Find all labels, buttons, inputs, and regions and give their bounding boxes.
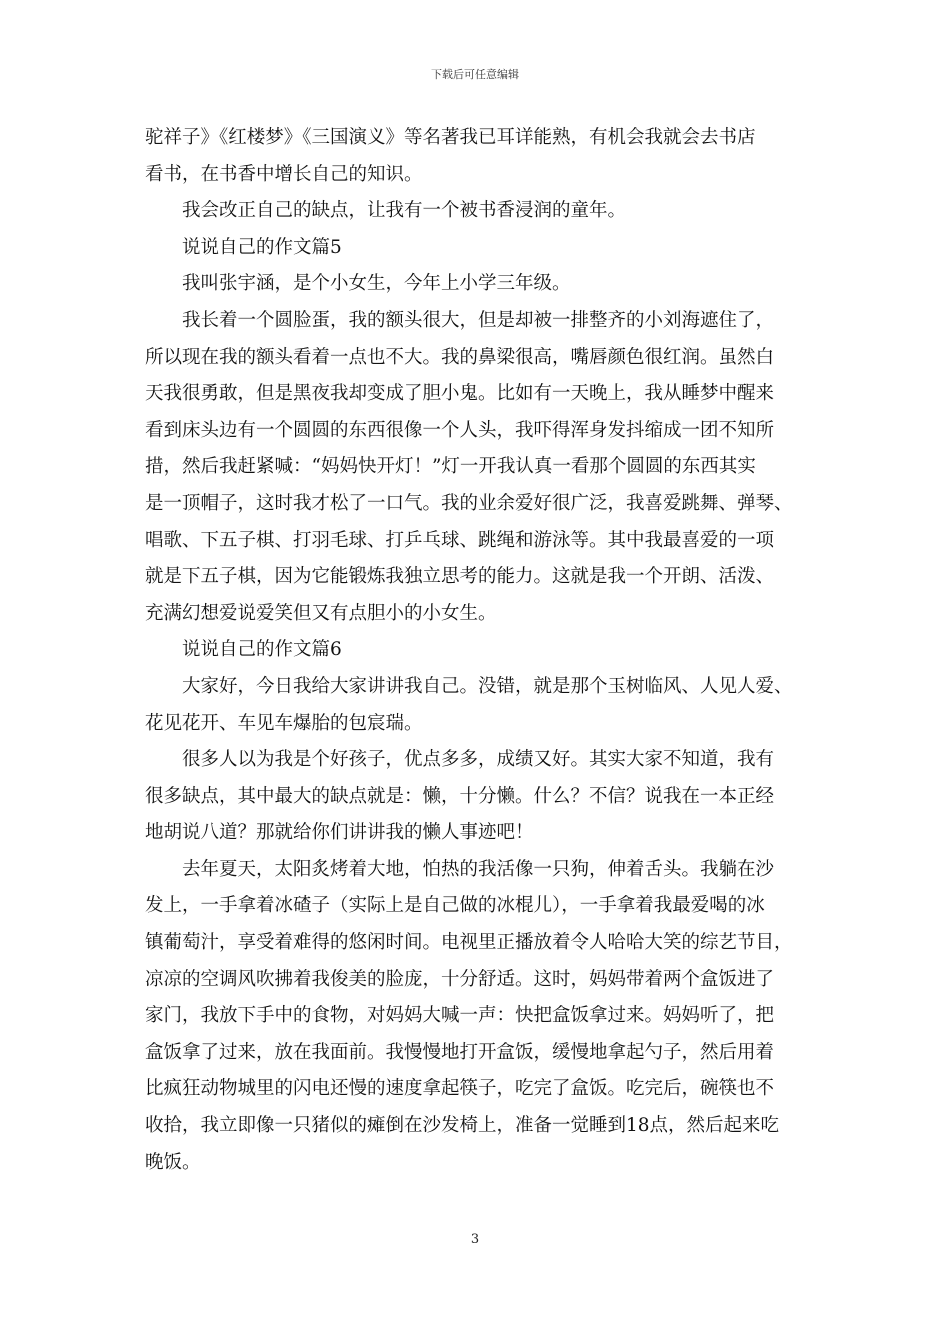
text-line: 措，然后我赶紧喊：“妈妈快开灯！”灯一开我认真一看那个圆圆的东西其实: [145, 456, 756, 478]
document-body: [145, 120, 825, 1181]
page-header: 下载后可任意编辑: [431, 68, 519, 81]
page-number: 3: [470, 1232, 480, 1247]
text-line: 是一顶帽子，这时我才松了一口气。我的业余爱好很广泛，我喜爱跳舞、弹琴、: [145, 492, 793, 514]
text-line: 唱歌、下五子棋、打羽毛球、打乒乓球、跳绳和游泳等。其中我最喜爱的一项: [145, 529, 775, 551]
text-line: 花见花开、车见车爆胎的包宸瑞。: [145, 712, 423, 734]
text-line: 镇葡萄汁，享受着难得的悠闲时间。电视里正播放着令人哈哈大笑的综艺节目，: [145, 932, 793, 954]
text-line: 就是下五子棋，因为它能锻炼我独立思考的能力。这就是我一个开朗、活泼、: [145, 566, 775, 588]
text-line: 发上，一手拿着冰碴子（实际上是自己做的冰棍儿），一手拿着我最爱喝的冰: [145, 895, 765, 917]
text-line: 家门，我放下手中的食物，对妈妈大喊一声：快把盒饭拿过来。妈妈听了，把: [145, 1005, 775, 1027]
section-heading: 说说自己的作文篇6: [182, 639, 342, 661]
text-line: 所以现在我的额头看着一点也不大。我的鼻梁很高，嘴唇颜色很红润。虽然白: [145, 346, 775, 368]
section-heading: 说说自己的作文篇5: [182, 236, 342, 258]
text-line: 地胡说八道？那就给你们讲讲我的懒人事迹吧！: [145, 822, 534, 844]
text-line: 我会改正自己的缺点，让我有一个被书香浸润的童年。: [182, 200, 627, 222]
text-line: 去年夏天，太阳炙烤着大地，怕热的我活像一只狗，伸着舌头。我躺在沙: [182, 858, 775, 880]
text-line: 驼祥子》《红楼梦》《三国演义》等名著我已耳详能熟，有机会我就会去书店: [145, 127, 756, 148]
text-line: 比疯狂动物城里的闪电还慢的速度拿起筷子，吃完了盒饭。吃完后，碗筷也不: [145, 1078, 775, 1100]
text-line: 凉凉的空调风吹拂着我俊美的脸庞，十分舒适。这时，妈妈带着两个盒饭进了: [145, 968, 775, 990]
text-line: 很多缺点，其中最大的缺点就是：懒，十分懒。什么？不信？说我在一本正经: [145, 785, 775, 807]
text-line: 天我很勇敢，但是黑夜我却变成了胆小鬼。比如有一天晚上，我从睡梦中醒来: [145, 383, 775, 405]
text-line: 很多人以为我是个好孩子，优点多多，成绩又好。其实大家不知道，我有: [182, 749, 775, 771]
text-line: 看书，在书香中增长自己的知识。: [145, 163, 423, 185]
text-line: 收拾，我立即像一只猪似的瘫倒在沙发椅上，准备一觉睡到18点，然后起来吃: [145, 1115, 780, 1137]
text-line: 大家好，今日我给大家讲讲我自己。没错，就是那个玉树临风、人见人爱、: [182, 675, 793, 697]
text-line: 看到床头边有一个圆圆的东西很像一个人头，我吓得浑身发抖缩成一团不知所: [145, 419, 775, 441]
text-line: 我叫张宇涵，是个小女生，今年上小学三年级。: [182, 273, 571, 295]
text-line: 充满幻想爱说爱笑但又有点胆小的小女生。: [145, 602, 497, 624]
text-line: 我长着一个圆脸蛋，我的额头很大，但是却被一排整齐的小刘海遮住了，: [182, 309, 775, 331]
text-line: 晚饭。: [145, 1151, 201, 1173]
text-line: 盒饭拿了过来，放在我面前。我慢慢地打开盒饭，缓慢地拿起勺子，然后用着: [145, 1041, 775, 1063]
